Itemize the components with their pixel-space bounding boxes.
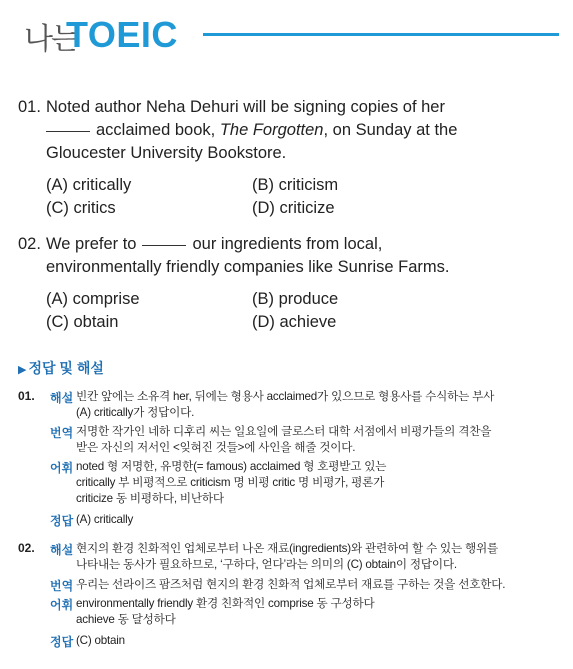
translation-line: 받은 자신의 저서인 <잊혀진 것들>에 사인을 해줄 것이다. [76,441,356,454]
option-a: (A) comprise [46,290,140,308]
translation-line: 우리는 선라이즈 팜즈처럼 현지의 환경 친화적 업체로부터 재료를 구하는 것을 선호한다. [76,578,506,591]
question-fragment: our ingredients from local, [192,235,383,253]
vocabulary-line: criticize 동 비평하다, 비난하다 [76,492,224,505]
option-b: (B) criticism [252,176,339,194]
vocabulary-line: environmentally friendly 환경 친화적인 comprise 동 구성하다 [76,597,375,610]
question-fragment: We prefer to [46,235,137,253]
header-rule [203,33,559,36]
explanation-line: 현지의 환경 친화적인 업체로부터 나온 재료(ingredients)와 관련하여 할 수 있는 행위를 [76,542,499,555]
label-haeseol: 해설 [50,543,74,557]
label-jeongdap: 정답 [50,514,74,528]
vocabulary-text [76,459,386,507]
page-header [20,12,560,56]
label-beonyeok: 번역 [50,426,74,440]
question-line [46,119,526,142]
option-d: (D) criticize [252,199,335,217]
question-number: 02. [18,235,41,253]
question-number: 01. [18,98,41,116]
label-eohwi: 어휘 [50,598,74,612]
explanation-number: 02. [18,541,35,555]
vocabulary-text [76,596,375,628]
question-fragment: , on Sunday at the [323,121,458,139]
answer-blank [46,130,90,132]
book-title: The Forgotten [219,121,324,139]
option-d: (D) achieve [252,313,337,331]
section-title-text: 정답 및 해설 [28,360,104,376]
answer-text: (A) critically [76,513,134,526]
answer-blank [142,244,186,246]
question-text [46,233,526,279]
question-line: Noted author Neha Dehuri will be signing copies of her [46,98,445,116]
vocabulary-line: noted 형 저명한, 유명한(= famous) acclaimed 형 호평받고 있는 [76,460,387,473]
label-beonyeok: 번역 [50,579,74,593]
logo-toeic: TOEIC [66,14,178,55]
label-eohwi: 어휘 [50,461,74,475]
translation-text [76,577,505,593]
explanation-text [76,389,494,421]
vocabulary-line: critically 부 비평적으로 criticism 명 비평 critic 명 비평가, 평론가 [76,476,385,489]
question-line: environmentally friendly companies like Sunrise Farms. [46,258,450,276]
translation-line: 저명한 작가인 네하 디후리 씨는 일요일에 글로스터 대학 서점에서 비평가들의 격찬을 [76,425,492,438]
vocabulary-line: achieve 동 달성하다 [76,613,176,626]
question-text [46,96,526,165]
explanation-number: 01. [18,389,35,403]
option-c: (C) obtain [46,313,119,331]
question-fragment: acclaimed book, [96,121,220,139]
explanation-line: (A) critically가 정답이다. [76,406,195,419]
label-jeongdap: 정답 [50,635,74,649]
answers-section-title [18,358,104,378]
option-b: (B) produce [252,290,339,308]
option-c: (C) critics [46,199,116,217]
explanation-line: 나타내는 동사가 필요하므로, ‘구하다, 얻다’라는 의미의 (C) obtain이 정답이다. [76,558,457,571]
question-line: Gloucester University Bookstore. [46,144,287,162]
option-a: (A) critically [46,176,132,194]
label-haeseol: 해설 [50,391,74,405]
answer-text: (C) obtain [76,634,125,647]
translation-text [76,424,491,456]
logo-korean: 나는 [24,22,78,57]
question-line [46,233,526,256]
explanation-line: 빈칸 앞에는 소유격 her, 뒤에는 형용사 acclaimed가 있으므로 형용사를 수식하는 부사 [76,390,495,403]
triangle-icon: ▶ [18,364,27,376]
explanation-text [76,541,498,573]
